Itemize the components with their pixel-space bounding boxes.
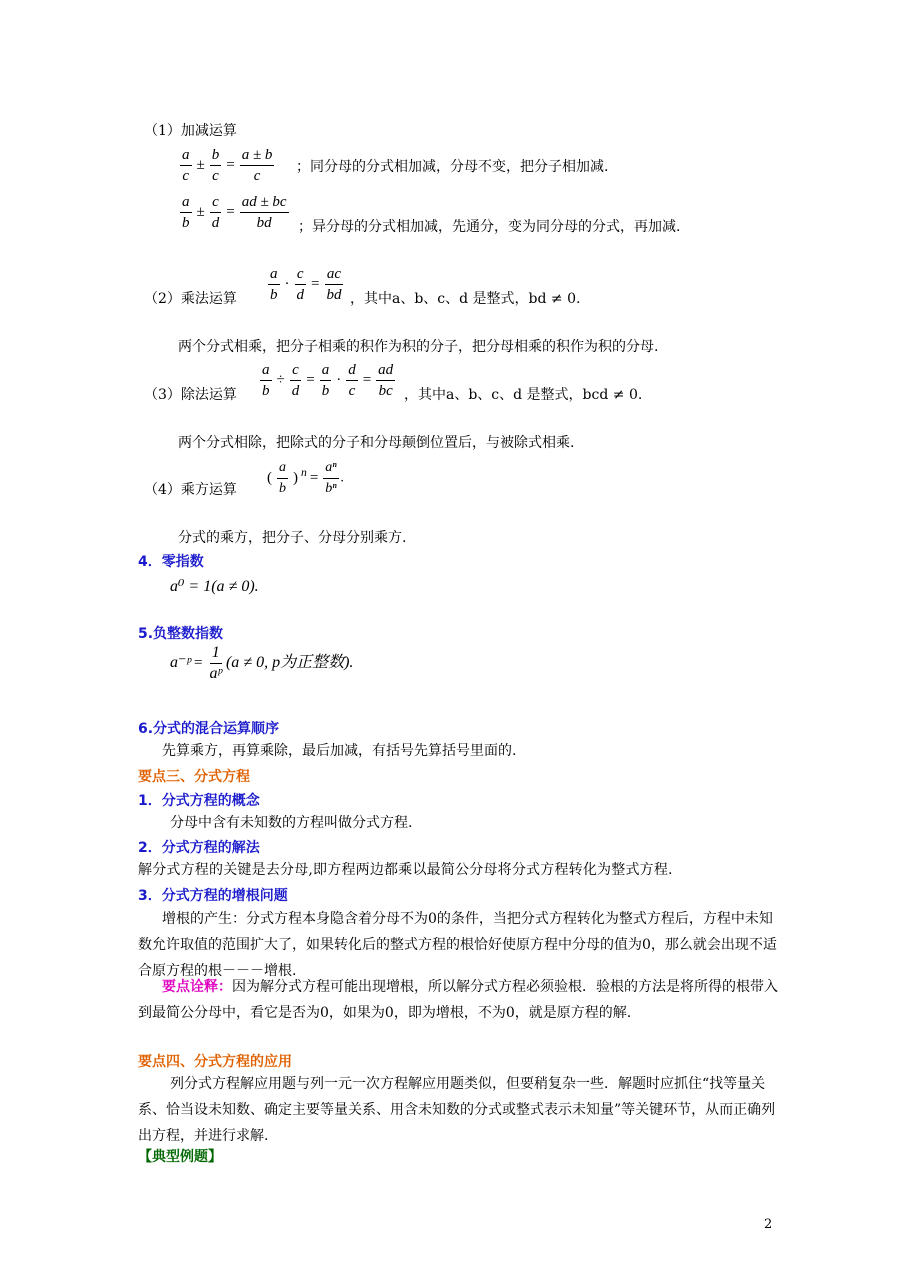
addition-heading: （1）加减运算	[144, 123, 237, 139]
power-description: 分式的乘方，把分子、分母分别乘方.	[178, 530, 407, 546]
fractional-equation-concept-heading: 1．分式方程的概念	[138, 793, 260, 809]
same-denominator-text: ；同分母的分式相加减，分母不变，把分子相加减.	[296, 159, 609, 175]
multiplication-heading: （2）乘法运算	[144, 291, 237, 307]
same-denominator-formula: $\frac{a}{c}$ ± $\frac{b}{c}$ = $\frac{a \pm b}{c}$	[182, 147, 273, 184]
division-condition: ，其中a、b、c、d 是整式，bcd ≠ 0.	[404, 387, 643, 403]
zero-exponent-formula: a⁰ = 1(a ≠ 0).	[170, 578, 259, 595]
power-heading: （4）乘方运算	[144, 482, 237, 498]
key-point-three-heading: 要点三、分式方程	[138, 769, 250, 785]
application-text: 列分式方程解应用题与列一元一次方程解应用题类似，但要稍复杂一些．解题时应抓住“找等量关系、恰当设未知数、确定主要等量关系、用含未知数的分式或整式表示未知量”等关键环节，从而正确列出方程，并进行求解.	[138, 1076, 776, 1144]
different-denominator-formula: $\frac{a}{b}$ ± $\frac{c}{d}$ = $\frac{ad \pm bc}{bd}$	[182, 194, 287, 231]
solution-method-heading: 2．分式方程的解法	[138, 840, 260, 856]
division-heading: （3）除法运算	[144, 387, 237, 403]
key-note-paragraph	[138, 974, 780, 1026]
zero-exponent-heading: 4．零指数	[138, 554, 204, 570]
extraneous-root-text: 增根的产生：分式方程本身隐含着分母不为0的条件，当把分式方程转化为整式方程后，方程中未知数允许取值的范围扩大了，如果转化后的整式方程的根恰好使原方程中分母的值为0，那么就会出现不适合原方程的根－－－增根.	[138, 911, 777, 979]
multiplication-condition: ，其中a、b、c、d 是整式，bd ≠ 0.	[350, 291, 581, 307]
extraneous-root-heading: 3．分式方程的增根问题	[138, 888, 288, 904]
multiplication-description: 两个分式相乘，把分子相乘的积作为积的分子，把分母相乘的积作为积的分母.	[178, 339, 659, 355]
key-point-four-heading: 要点四、分式方程的应用	[138, 1054, 292, 1070]
mixed-order-heading: 6.分式的混合运算顺序	[138, 721, 280, 737]
solution-method-text: 解分式方程的关键是去分母,即方程两边都乘以最简公分母将分式方程转化为整式方程.	[138, 862, 673, 878]
key-note-label: 要点诠释：	[162, 979, 232, 995]
negative-exponent-heading: 5.负整数指数	[138, 626, 224, 642]
typical-examples-heading: 【典型例题】	[138, 1149, 222, 1165]
different-denominator-text: ；异分母的分式相加减，先通分，变为同分母的分式，再加减.	[298, 219, 681, 235]
page-number: 2	[764, 1217, 773, 1232]
division-description: 两个分式相除，把除式的分子和分母颠倒位置后，与被除式相乘.	[178, 435, 575, 451]
power-formula: ( $\frac{a}{b}$ ) $^n$ = $\frac{\text{aⁿ}}{\text{bⁿ}}$ .	[267, 460, 345, 496]
negative-exponent-formula: a⁻ᵖ = $\frac{1}{\text{aᵖ}}$ (a ≠ 0, p为正整数).	[170, 644, 354, 682]
key-note-text: 因为解分式方程可能出现增根，所以解分式方程必须验根．验根的方法是将所得的根带入到最简公分母中，看它是否为0，如果为0，即为增根，不为0，就是原方程的解.	[138, 979, 778, 1021]
multiplication-formula: $\frac{a}{b}$ · $\frac{c}{d}$ = $\frac{ac}{bd}$	[270, 266, 342, 303]
mixed-order-description: 先算乘方，再算乘除，最后加减，有括号先算括号里面的.	[162, 743, 517, 759]
fractional-equation-concept-text: 分母中含有未知数的方程叫做分式方程.	[170, 815, 413, 831]
division-formula: $\frac{a}{b}$ ÷ $\frac{c}{d}$ = $\frac{a}{b}$ · $\frac{d}{c}$ = $\frac{ad}{bc}$	[262, 362, 394, 399]
